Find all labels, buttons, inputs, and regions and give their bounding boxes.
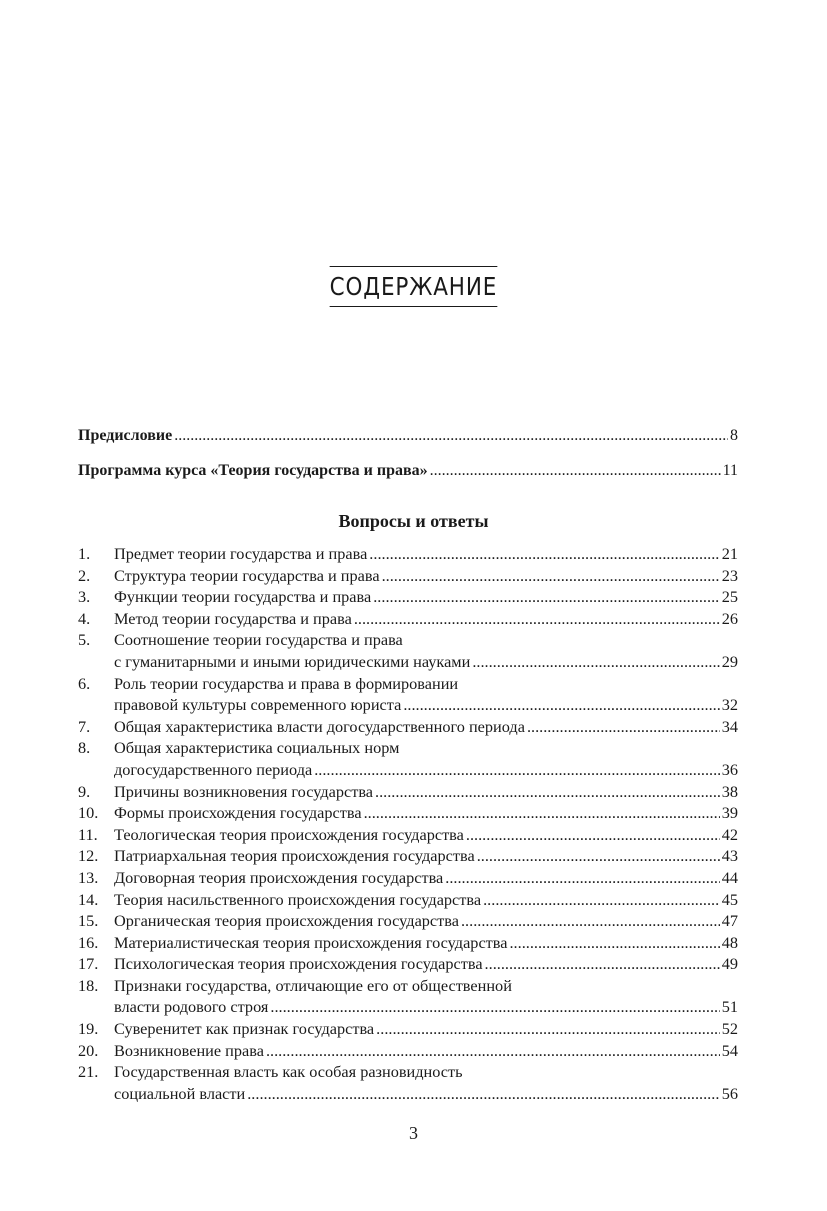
page-title: СОДЕРЖАНИЕ xyxy=(330,266,498,307)
toc-entry-preface[interactable] xyxy=(78,426,738,446)
dot-leader xyxy=(527,716,720,738)
toc-item[interactable] xyxy=(78,953,738,975)
toc-item-title: Возникновение права xyxy=(114,1040,264,1060)
toc-item-page: 34 xyxy=(721,716,738,736)
dot-leader xyxy=(373,586,719,608)
toc-item-body xyxy=(114,845,738,867)
section-title: Вопросы и ответы xyxy=(338,511,489,531)
toc-item-page: 21 xyxy=(721,544,738,563)
toc-item[interactable] xyxy=(78,975,738,1018)
toc-item-body xyxy=(114,802,738,824)
dot-leader xyxy=(483,889,720,911)
dot-leader xyxy=(466,824,720,846)
toc-item-body xyxy=(114,608,738,630)
toc-item-body xyxy=(114,910,738,932)
dot-leader xyxy=(382,565,720,587)
toc-item-title: социальной власти xyxy=(114,1083,246,1103)
dot-leader xyxy=(314,759,720,781)
toc-item-body xyxy=(114,1061,738,1104)
toc-item-title: Формы происхождения государства xyxy=(114,803,362,823)
toc-item-number: 12. xyxy=(78,846,99,866)
toc-item[interactable] xyxy=(78,716,738,738)
toc-item-number: 7. xyxy=(78,716,91,736)
toc-item-number: 11. xyxy=(78,824,98,844)
toc-item[interactable] xyxy=(78,781,738,803)
toc-item-title: Причины возникновения государства xyxy=(114,781,374,801)
toc-item-title: Метод теории государства и права xyxy=(114,608,352,628)
dot-leader xyxy=(354,608,720,630)
page-title-wrapper xyxy=(0,266,827,307)
toc-item-body xyxy=(114,543,738,565)
toc-item-number: 16. xyxy=(78,932,99,952)
dot-leader xyxy=(485,953,720,975)
toc-item-title: власти родового строя xyxy=(114,997,269,1017)
toc-item-title: Органическая теория происхождения государства xyxy=(114,911,459,931)
toc-item-number: 18. xyxy=(78,975,99,995)
toc-item-number: 5. xyxy=(78,630,91,650)
toc-item-page: 44 xyxy=(721,867,738,887)
toc-item-page: 36 xyxy=(721,759,738,779)
toc-item-page: 48 xyxy=(721,932,738,952)
toc-item-line: Признаки государства, отличающие его от общественной xyxy=(114,975,512,995)
toc-item-page: 47 xyxy=(721,911,738,931)
toc-item-title: Предмет теории государства и права xyxy=(114,544,368,563)
page-number: 3 xyxy=(409,1123,418,1143)
toc-item-page: 38 xyxy=(721,781,738,801)
toc-item[interactable] xyxy=(78,1018,738,1040)
toc-item-number: 9. xyxy=(78,781,91,801)
toc-item-number: 20. xyxy=(78,1040,99,1060)
toc-item-body xyxy=(114,586,738,608)
toc-item-title: Теологическая теория происхождения государства xyxy=(114,824,464,844)
toc-item-title: Патриархальная теория происхождения государства xyxy=(114,846,475,866)
toc-item-body xyxy=(114,867,738,889)
toc-item-number: 8. xyxy=(78,738,91,758)
toc-item-body xyxy=(114,737,738,780)
dot-leader xyxy=(247,1083,719,1105)
toc-item-page: 42 xyxy=(721,824,738,844)
toc-item-line: Соотношение теории государства и права xyxy=(114,630,403,650)
toc-item-line: Роль теории государства и права в формировании xyxy=(114,673,459,693)
toc-item-body xyxy=(114,932,738,954)
toc-item-title: с гуманитарными и иными юридическими науками xyxy=(114,651,471,671)
toc-item[interactable] xyxy=(78,910,738,932)
toc-item-page: 52 xyxy=(721,1019,738,1039)
toc-item-body xyxy=(114,975,738,1018)
toc-item-title: Структура теории государства и права xyxy=(114,565,380,585)
toc-item[interactable] xyxy=(78,802,738,824)
toc-item[interactable] xyxy=(78,1040,738,1062)
toc-entry-page: 8 xyxy=(730,427,738,444)
toc-item[interactable] xyxy=(78,608,738,630)
toc-item[interactable] xyxy=(78,867,738,889)
dot-leader xyxy=(477,845,720,867)
dot-leader xyxy=(403,694,719,716)
toc-item-number: 3. xyxy=(78,587,91,607)
toc-item[interactable] xyxy=(78,932,738,954)
toc-item-title: Теория насильственного происхождения государства xyxy=(114,889,482,909)
toc-item-number: 2. xyxy=(78,565,91,585)
toc-item-title: Психологическая теория происхождения государства xyxy=(114,954,483,974)
toc-item-body xyxy=(114,673,738,716)
toc-item[interactable] xyxy=(78,543,738,565)
dot-leader xyxy=(430,461,721,481)
dot-leader xyxy=(376,1018,720,1040)
toc-item-page: 25 xyxy=(721,587,738,607)
toc-item[interactable] xyxy=(78,889,738,911)
toc-item-title: Суверенитет как признак государства xyxy=(114,1019,375,1039)
toc-item-title: догосударственного периода xyxy=(114,759,313,779)
dot-leader xyxy=(375,781,720,803)
toc-item-page: 23 xyxy=(721,565,738,585)
toc-item[interactable] xyxy=(78,673,738,716)
toc-item-body xyxy=(114,716,738,738)
dot-leader xyxy=(364,802,720,824)
toc-item[interactable] xyxy=(78,737,738,780)
toc-item-number: 21. xyxy=(78,1062,99,1082)
toc-item-body xyxy=(114,1018,738,1040)
toc-item-title: правовой культуры современного юриста xyxy=(114,695,402,715)
toc-item-line: Государственная власть как особая разновидность xyxy=(114,1062,463,1082)
dot-leader xyxy=(509,932,719,954)
dot-leader xyxy=(270,996,719,1018)
toc-item-number: 15. xyxy=(78,911,99,931)
dot-leader xyxy=(369,543,719,565)
toc-item-page: 56 xyxy=(721,1083,738,1103)
toc-item-page: 51 xyxy=(721,997,738,1017)
toc-item-body xyxy=(114,1040,738,1062)
toc-item-page: 32 xyxy=(721,695,738,715)
toc-item-page: 29 xyxy=(721,651,738,671)
toc-item-body xyxy=(114,889,738,911)
toc-item-page: 49 xyxy=(721,954,738,974)
toc-item-number: 4. xyxy=(78,608,91,628)
toc-item[interactable] xyxy=(78,824,738,846)
toc-item-page: 45 xyxy=(721,889,738,909)
toc-item[interactable] xyxy=(78,629,738,672)
toc-list xyxy=(78,543,738,1104)
toc-item-number: 1. xyxy=(78,544,91,563)
toc-item-page: 39 xyxy=(721,803,738,823)
dot-leader xyxy=(461,910,720,932)
toc-item-body xyxy=(114,824,738,846)
toc-entry-page: 11 xyxy=(722,462,738,479)
toc-item-line: Общая характеристика социальных норм xyxy=(114,738,400,758)
toc-item-number: 17. xyxy=(78,954,99,974)
toc-item-number: 10. xyxy=(78,803,99,823)
toc-entry-program[interactable] xyxy=(78,461,738,481)
toc-entry-label: Предисловие xyxy=(78,427,173,444)
toc-item[interactable] xyxy=(78,565,738,587)
toc-item-number: 19. xyxy=(78,1019,99,1039)
dot-leader xyxy=(472,651,719,673)
toc-entry-label: Программа курса «Теория государства и права» xyxy=(78,462,428,479)
toc-item-title: Материалистическая теория происхождения государства xyxy=(114,932,508,952)
toc-item-number: 13. xyxy=(78,867,99,887)
dot-leader xyxy=(445,867,719,889)
toc-item[interactable] xyxy=(78,845,738,867)
toc-item-title: Функции теории государства и права xyxy=(114,587,372,607)
toc-item-body xyxy=(114,781,738,803)
toc-item-number: 14. xyxy=(78,889,99,909)
dot-leader xyxy=(266,1040,720,1062)
toc-item-number: 6. xyxy=(78,673,91,693)
toc-item-page: 43 xyxy=(721,846,738,866)
toc-item[interactable] xyxy=(78,586,738,608)
dot-leader xyxy=(174,426,728,446)
toc-item-body xyxy=(114,629,738,672)
toc-item[interactable] xyxy=(78,1061,738,1104)
toc-item-page: 26 xyxy=(721,608,738,628)
toc-item-body xyxy=(114,565,738,587)
toc-item-title: Договорная теория происхождения государства xyxy=(114,867,444,887)
toc-item-page: 54 xyxy=(721,1040,738,1060)
toc-item-title: Общая характеристика власти догосударственного периода xyxy=(114,716,525,736)
toc-item-body xyxy=(114,953,738,975)
